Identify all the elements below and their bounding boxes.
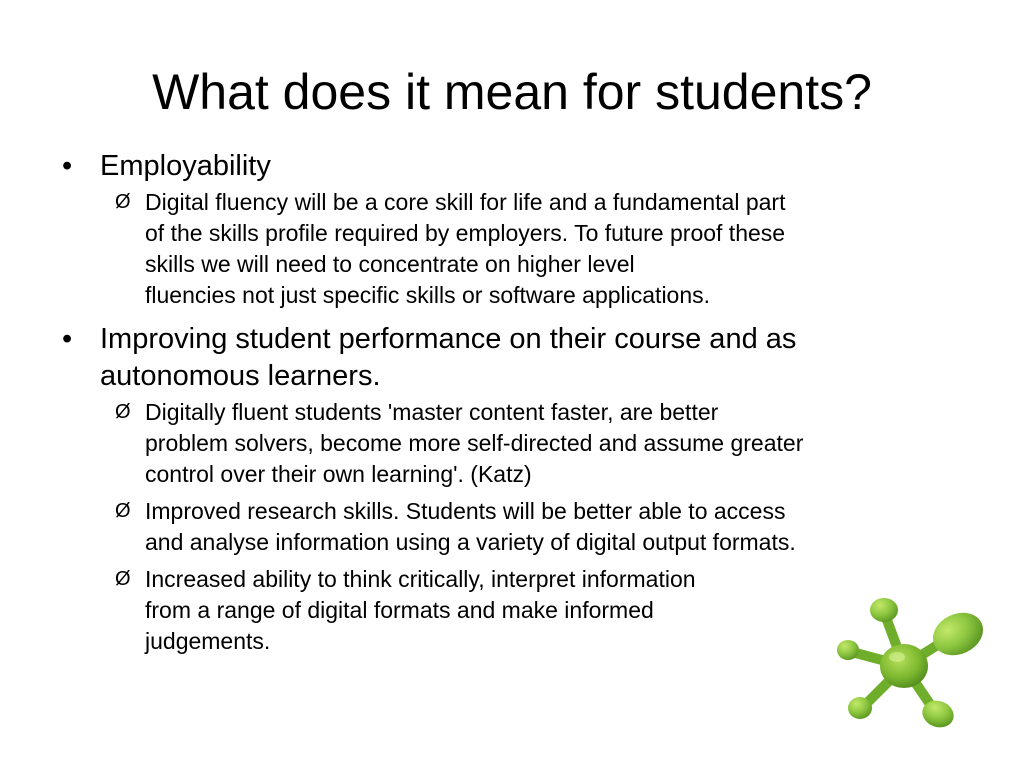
bullet-improving-performance [56, 321, 976, 395]
subbullet-line: Increased ability to think critically, interpret information [145, 566, 696, 592]
slide-title: What does it mean for students? [152, 64, 872, 120]
subbullet-line: control over their own learning'. (Katz) [145, 461, 532, 487]
arrow-bullet-icon: Ø [115, 401, 131, 423]
bullet-text: Improving student performance on their course and as [100, 323, 797, 355]
subbullet-line: Digital fluency will be a core skill for life and a fundamental part [145, 189, 786, 215]
arrow-bullet-icon: Ø [115, 568, 131, 590]
slide-body [56, 148, 976, 657]
bullet-text: Employability [100, 150, 271, 182]
bullet-text: autonomous learners. [100, 360, 381, 392]
subbullet-digital-fluency [115, 187, 976, 311]
subbullet-line: fluencies not just specific skills or software applications. [145, 282, 711, 308]
subbullet-digitally-fluent [115, 397, 976, 490]
subbullet-line: judgements. [145, 628, 271, 654]
subbullet-line: Digitally fluent students 'master content faster, are better [145, 399, 719, 425]
subbullet-line: of the skills profile required by employers. To future proof these [145, 220, 786, 246]
subbullet-research-skills [115, 496, 976, 558]
bullet-dot: • [62, 150, 73, 182]
bullet-employability [56, 148, 976, 185]
subbullet-line: skills we will need to concentrate on higher level [145, 251, 635, 277]
subbullet-line: Improved research skills. Students will be better able to access [145, 498, 786, 524]
subbullet-line: problem solvers, become more self-directed and assume greater [145, 430, 804, 456]
arrow-bullet-icon: Ø [115, 500, 131, 522]
green-molecule-network-icon [834, 586, 984, 752]
subbullet-line: from a range of digital formats and make informed [145, 597, 654, 623]
arrow-bullet-icon: Ø [115, 191, 131, 213]
subbullet-line: and analyse information using a variety of digital output formats. [145, 529, 796, 555]
bullet-dot: • [62, 323, 73, 355]
